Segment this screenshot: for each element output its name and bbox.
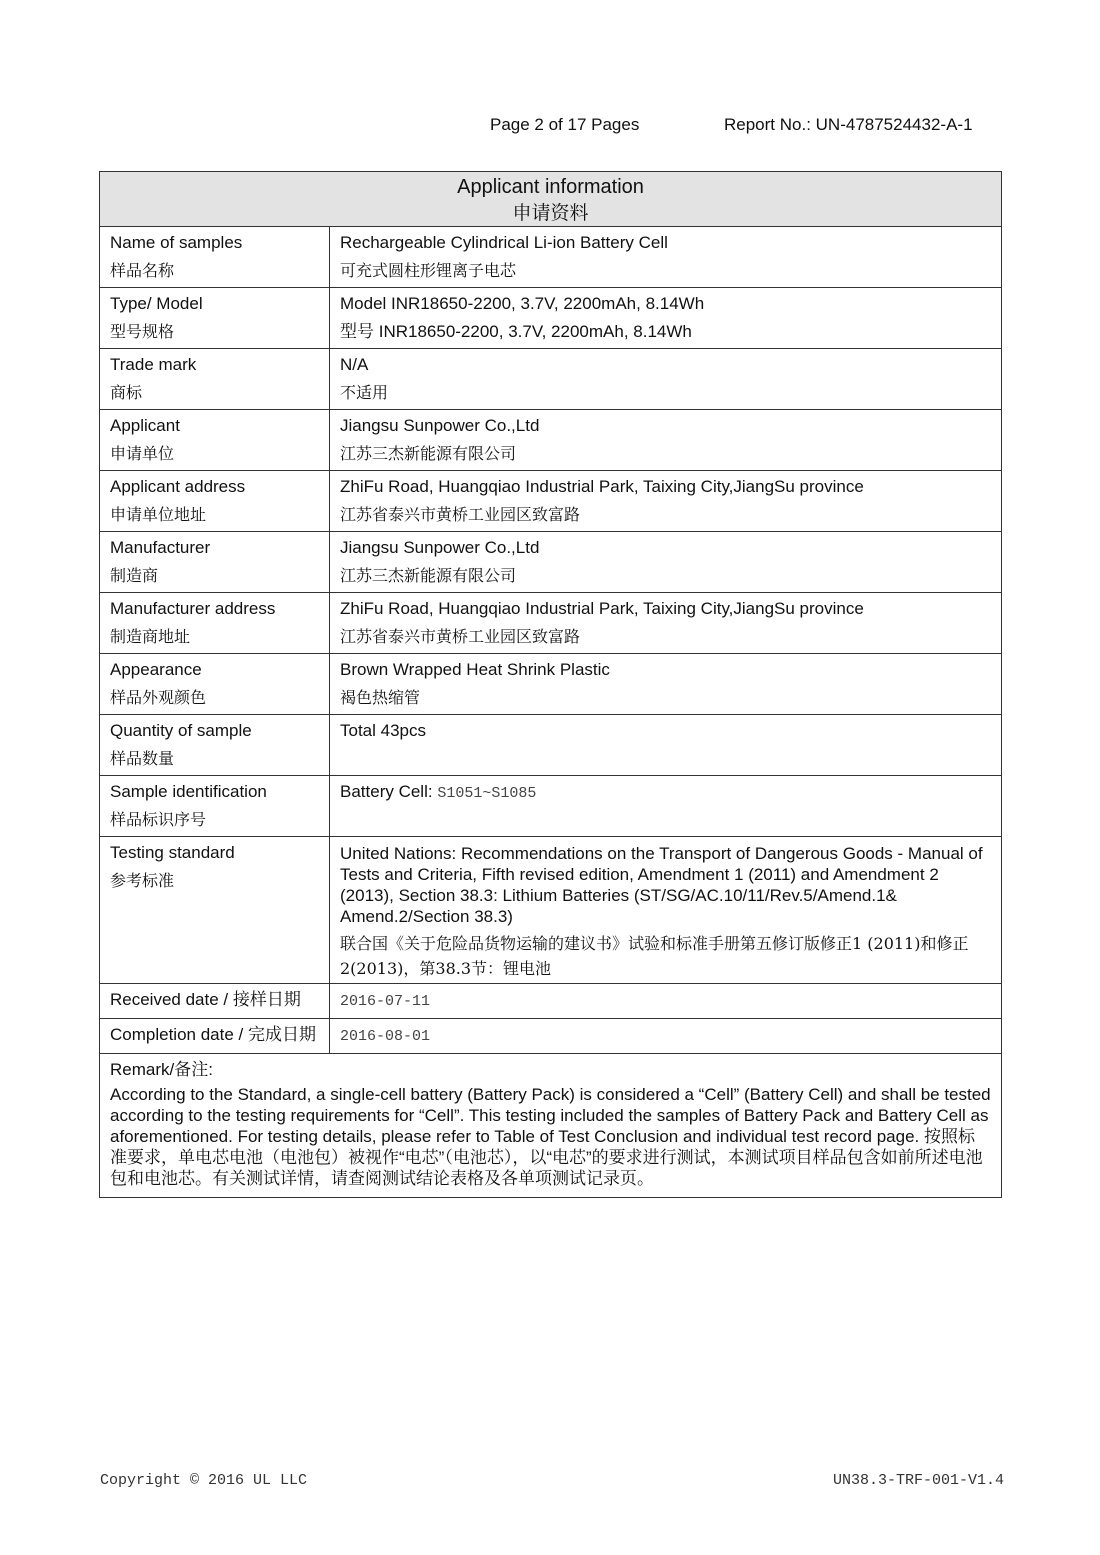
label-cn: 样品标识序号 bbox=[110, 810, 207, 829]
table-row bbox=[100, 227, 1002, 288]
received-date: 2016-07-11 bbox=[340, 993, 431, 1010]
row-value bbox=[330, 593, 1002, 654]
row-label bbox=[100, 776, 330, 837]
label-en: Sample identification bbox=[110, 782, 267, 801]
row-value bbox=[330, 654, 1002, 715]
remark-cell bbox=[100, 1054, 1002, 1198]
value-cn: 江苏三杰新能源有限公司 bbox=[340, 566, 517, 585]
remark-body: According to the Standard, a single-cell battery (Battery Pack) is considered a “Cell” (Battery Cell) and shall be tested according to the testing requirements for “Cell”. This testing included the samples of Battery Pack and Battery Cell as aforementioned. For testing details, please refer to Table of Test Conclusion and individual test record page. 按照标准要求，单电芯电池（电池包）被视作“电芯”（电池芯），以“电芯”的要求进行测试，本测试项目样品包含如前所述电池包和电池芯。有关测试详情，请查阅测试结论表格及各单项测试记录页。 bbox=[110, 1085, 991, 1188]
value-cn: 可充式圆柱形锂离子电芯 bbox=[340, 261, 517, 280]
table-row bbox=[100, 349, 1002, 410]
row-value bbox=[330, 532, 1002, 593]
label-en: Quantity of sample bbox=[110, 721, 252, 740]
row-value bbox=[330, 715, 1002, 776]
label-en: Applicant address bbox=[110, 477, 246, 496]
row-value bbox=[330, 227, 1002, 288]
completion-date-label: Completion date / 完成日期 bbox=[100, 1019, 330, 1054]
page-footer bbox=[0, 1472, 1100, 1492]
value-cn: 不适用 bbox=[340, 383, 389, 402]
label-cn: 参考标准 bbox=[110, 871, 175, 890]
value-en: N/A bbox=[340, 355, 369, 374]
row-value bbox=[330, 288, 1002, 349]
label-cn: 样品数量 bbox=[110, 749, 175, 768]
row-label bbox=[100, 532, 330, 593]
row-label bbox=[100, 471, 330, 532]
page-header bbox=[0, 113, 1100, 137]
received-date-value bbox=[330, 984, 1002, 1019]
row-label bbox=[100, 715, 330, 776]
form-number: UN38.3-TRF-001-V1.4 bbox=[832, 1472, 1004, 1489]
report-number: Report No.: UN-4787524432-A-1 bbox=[724, 115, 973, 134]
table-row bbox=[100, 654, 1002, 715]
value-cn: 褐色热缩管 bbox=[340, 688, 421, 707]
table-row bbox=[100, 837, 1002, 984]
row-label bbox=[100, 837, 330, 984]
label-en: Manufacturer address bbox=[110, 599, 276, 618]
title-en: Applicant information bbox=[457, 176, 644, 198]
sample-code: S1051~S1085 bbox=[437, 785, 537, 802]
standard-cn: 联合国《关于危险品货物运输的建议书》试验和标准手册第五修订版修正1 (2011)和修正2(2013)，第38.3节：锂电池 bbox=[340, 934, 969, 978]
row-label bbox=[100, 654, 330, 715]
table-row bbox=[100, 288, 1002, 349]
value-en: Model INR18650-2200, 3.7V, 2200mAh, 8.14Wh bbox=[340, 294, 705, 313]
value-en: Rechargeable Cylindrical Li-ion Battery Cell bbox=[340, 233, 668, 252]
row-label bbox=[100, 593, 330, 654]
row-label bbox=[100, 349, 330, 410]
value-en: Jiangsu Sunpower Co.,Ltd bbox=[340, 416, 540, 435]
value-en: Brown Wrapped Heat Shrink Plastic bbox=[340, 660, 610, 679]
table-row bbox=[100, 1019, 1002, 1054]
value-cn: 型号 INR18650-2200, 3.7V, 2200mAh, 8.14Wh bbox=[340, 322, 692, 341]
label-cn: 申请单位 bbox=[110, 444, 175, 463]
table-row bbox=[100, 984, 1002, 1019]
row-value bbox=[330, 349, 1002, 410]
received-date-label: Received date / 接样日期 bbox=[100, 984, 330, 1019]
label-cn: 制造商 bbox=[110, 566, 159, 585]
table-row bbox=[100, 410, 1002, 471]
value-en: Jiangsu Sunpower Co.,Ltd bbox=[340, 538, 540, 557]
row-value bbox=[330, 410, 1002, 471]
value-en: ZhiFu Road, Huangqiao Industrial Park, Taixing City,JiangSu province bbox=[340, 599, 864, 618]
remark-row bbox=[100, 1054, 1002, 1198]
row-value bbox=[330, 471, 1002, 532]
applicant-info-table bbox=[99, 171, 1002, 1198]
page-number: Page 2 of 17 Pages bbox=[490, 115, 640, 134]
completion-date: 2016-08-01 bbox=[340, 1028, 431, 1045]
value-cn: 江苏省泰兴市黄桥工业园区致富路 bbox=[340, 505, 581, 524]
label-cn: 申请单位地址 bbox=[110, 505, 207, 524]
table-row bbox=[100, 776, 1002, 837]
label-en: Name of samples bbox=[110, 233, 243, 252]
value-en: Total 43pcs bbox=[340, 721, 426, 740]
row-label bbox=[100, 227, 330, 288]
table-title bbox=[100, 172, 1002, 227]
standard-en: United Nations: Recommendations on the Transport of Dangerous Goods - Manual of Tests and Criteria, Fifth revised edition, Amendment 1 (2011) and Amendment 2 (2013), Section 38.3: Lithium Batteries (ST/SG/AC.10/11/Rev.5/Amend.1& Amend.2/Section 38.3) bbox=[340, 844, 983, 926]
completion-date-value bbox=[330, 1019, 1002, 1054]
table-title-row bbox=[100, 172, 1002, 227]
label-en: Appearance bbox=[110, 660, 202, 679]
row-label bbox=[100, 410, 330, 471]
table-row bbox=[100, 715, 1002, 776]
label-cn: 型号规格 bbox=[110, 322, 175, 341]
label-cn: 商标 bbox=[110, 383, 143, 402]
table-row bbox=[100, 471, 1002, 532]
label-en: Manufacturer bbox=[110, 538, 211, 557]
value-cn: 江苏三杰新能源有限公司 bbox=[340, 444, 517, 463]
title-cn: 申请资料 bbox=[512, 202, 589, 224]
value-prefix: Battery Cell: bbox=[340, 782, 438, 801]
remark-title: Remark/备注: bbox=[110, 1060, 213, 1079]
table-row bbox=[100, 532, 1002, 593]
value-cn: 江苏省泰兴市黄桥工业园区致富路 bbox=[340, 627, 581, 646]
label-cn: 样品外观颜色 bbox=[110, 688, 207, 707]
label-en: Testing standard bbox=[110, 843, 235, 862]
copyright: Copyright © 2016 UL LLC bbox=[100, 1472, 308, 1489]
table-row bbox=[100, 593, 1002, 654]
label-cn: 样品名称 bbox=[110, 261, 175, 280]
row-value bbox=[330, 776, 1002, 837]
value-en: ZhiFu Road, Huangqiao Industrial Park, Taixing City,JiangSu province bbox=[340, 477, 864, 496]
label-en: Type/ Model bbox=[110, 294, 203, 313]
row-label bbox=[100, 288, 330, 349]
row-value bbox=[330, 837, 1002, 984]
label-en: Applicant bbox=[110, 416, 180, 435]
label-cn: 制造商地址 bbox=[110, 627, 191, 646]
label-en: Trade mark bbox=[110, 355, 197, 374]
